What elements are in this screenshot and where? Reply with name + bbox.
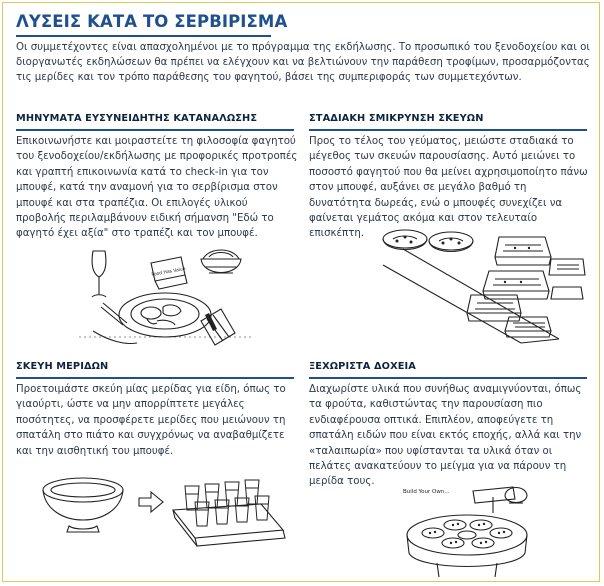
table-setting-illustration — [63, 241, 263, 353]
arrow-right-icon — [139, 492, 163, 512]
section-rule-mindful-messaging — [16, 129, 294, 131]
title-underline — [16, 35, 271, 37]
page-title: ΛΥΣΕΙΣ ΚΑΤΑ ΤΟ ΣΕΡΒΙΡΙΣΜΑ — [16, 12, 288, 31]
section-heading-portion-vessels: ΣΚΕΥΗ ΜΕΡΙΔΩΝ — [16, 361, 109, 372]
separate-containers-illustration — [397, 483, 557, 579]
section-text-mindful-messaging: Επικοινωνήστε και μοιραστείτε τη φιλοσοφία φαγητού του ξενοδοχείου/εκδήλωσης με προφορικές προτροπές και γραπτή επικοινωνία κατά το check-in για τον μπουφέ, κατά την αναμονή για το σερβίρισμα στον μπουφέ και στα τραπέζια. Οι επιλογές υλικού προβολής περιλαμβάνουν ειδική σήμανση "Εδώ το φαγητό έχει αξία" στο τραπέζι και τον μπουφέ. — [16, 136, 298, 240]
wine-glass-icon — [92, 251, 106, 277]
table-card-text: Food Has Value — [151, 266, 187, 278]
section-text-portion-vessels: Προετοιμάστε σκεύη μίας μερίδας για είδη, όπως το γιαούρτι, ώστε να μην απορρίπτετε μεγάλες ποσότητες, να προσφέρετε μερίδες που μειώνουν τη σπατάλη στο πιάτο και συγχρόνως να αναβαθμίζετε και την αισθητική του μπουφέ. — [16, 384, 286, 457]
intro-paragraph: Οι συμμετέχοντες είναι απασχολημένοι με το πρόγραμμα της εκδήλωσης. Το προσωπικό του ξενοδοχείου και οι διοργανωτές εκδηλώσεων θα πρέπει να ελέγχουν και να βελτιώνουν την παράθεση τροφίμων, προσαρμόζοντας τις μερίδες και τον τρόπο παράθεσης του φαγητού, βάσει της συμπεριφοράς των συμμετεχόντων. — [16, 42, 590, 83]
buffet-containers-illustration — [381, 225, 587, 353]
section-rule-portion-vessels — [16, 377, 294, 379]
page-frame — [2, 2, 600, 582]
section-heading-gradual-downsizing: ΣΤΑΔΙΑΚΗ ΣΜΙΚΡΥΝΣΗ ΣΚΕΥΩΝ — [309, 113, 484, 124]
portion-vessels-illustration — [39, 468, 287, 560]
bar-sign-text: Build Your Own... — [403, 489, 450, 495]
section-text-separate-containers: Διαχωρίστε υλικά που συνήθως αναμιγνύονται, όπως τα φρούτα, καθιστώντας την παρουσίαση πιο ενδιαφέρουσα οπτικά. Επιπλέον, αποφεύγετε τη σπατάλη ειδών που είναι εκτός εποχής, αλλά και την «ταλαιπωρία» που υφίστανται τα υλικά όταν οι πελάτες ανακατεύουν το μείγμα για να πάρουν τη μερίδα τους. — [309, 384, 582, 488]
section-heading-mindful-messaging: ΜΗΝΥΜΑΤΑ ΕΥΣΥΝΕΙΔΗΤΗΣ ΚΑΤΑΝΑΛΩΣΗΣ — [16, 113, 258, 124]
section-text-gradual-downsizing: Προς το τέλος του γεύματος, μειώστε σταδιακά το μέγεθος των σκευών παρουσίασης. Αυτό μειώνει το ποσοστό φαγητού που θα μείνει αχρησιμοποίητο πάνω στον μπουφέ, αυξάνει σε μεγάλο βαθμό τη δυνατότητα δωρεάς, ενώ ο μπουφές συνεχίζει να φαίνεται γεμάτος ακόμα και στον τελευταίο επισκέπτη. — [309, 136, 588, 240]
section-rule-gradual-downsizing — [309, 129, 587, 131]
section-heading-separate-containers: ΞΕΧΩΡΙΣΤΑ ΔΟΧΕΙΑ — [309, 361, 416, 372]
section-rule-separate-containers — [309, 377, 587, 379]
